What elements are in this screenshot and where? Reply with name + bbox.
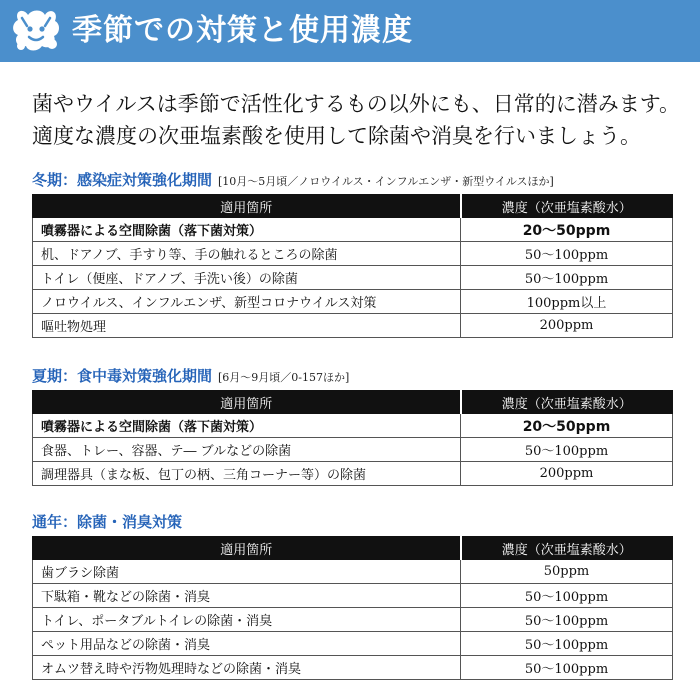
- page-title: 季節での対策と使用濃度: [72, 13, 413, 48]
- place-cell: オムツ替え時や汚物処理時などの除菌・消臭: [33, 656, 461, 680]
- intro-line: 適度な濃度の次亜塩素酸を使用して除菌や消臭を行いましょう。: [32, 124, 641, 148]
- section-title: 冬期：感染症対策強化期間: [32, 171, 213, 189]
- concentration-cell: 50～100ppm: [461, 438, 673, 462]
- table-row: [33, 656, 673, 680]
- table-header-row: [33, 537, 673, 560]
- concentration-table: [32, 536, 673, 680]
- table-row: [33, 462, 673, 486]
- section-title: 通年：除菌・消臭対策: [32, 513, 183, 531]
- concentration-cell: 50～100ppm: [461, 584, 673, 608]
- place-cell: 机、ドアノブ、手すり等、手の触れるところの除菌: [33, 242, 461, 266]
- table-row: [33, 608, 673, 632]
- column-header-concentration: 濃度（次亜塩素酸水）: [461, 537, 673, 560]
- table-row: [33, 218, 673, 242]
- intro-line: 菌やウイルスは季節で活性化するもの以外にも、日常的に潜みます。: [32, 92, 681, 116]
- intro-text: [32, 88, 692, 152]
- concentration-cell: 50～100ppm: [461, 266, 673, 290]
- table-row: [33, 438, 673, 462]
- concentration-table: [32, 390, 673, 486]
- section-title: 夏期：食中毒対策強化期間: [32, 367, 213, 385]
- concentration-cell: 50～100ppm: [461, 656, 673, 680]
- concentration-cell: 20～50ppm: [461, 218, 673, 242]
- place-cell: 歯ブラシ除菌: [33, 560, 461, 584]
- concentration-cell: 20～50ppm: [461, 414, 673, 438]
- concentration-cell: 100ppm以上: [461, 290, 673, 314]
- table-row: [33, 314, 673, 338]
- section-note: [10月～5月頃／ノロウイルス・インフルエンザ・新型ウイルスほか]: [218, 175, 554, 188]
- place-cell: 嘔吐物処理: [33, 314, 461, 338]
- concentration-cell: 50～100ppm: [461, 242, 673, 266]
- column-header-place: 適用箇所: [33, 195, 461, 218]
- column-header-place: 適用箇所: [33, 391, 461, 414]
- place-cell: 噴霧器による空間除菌（落下菌対策）: [33, 414, 461, 438]
- section-winter: [32, 170, 672, 338]
- place-cell: 調理器具（まな板、包丁の柄、三角コーナー等）の除菌: [33, 462, 461, 486]
- table-row: [33, 584, 673, 608]
- concentration-cell: 50～100ppm: [461, 632, 673, 656]
- section-note: [6月～9月頃／0-157ほか]: [218, 371, 350, 384]
- table-row: [33, 632, 673, 656]
- section-heading: [32, 170, 672, 190]
- place-cell: ノロウイルス、インフルエンザ、新型コロナウイルス対策: [33, 290, 461, 314]
- place-cell: 食器、トレー、容器、テ― ブルなどの除菌: [33, 438, 461, 462]
- concentration-cell: 50～100ppm: [461, 608, 673, 632]
- concentration-table: [32, 194, 673, 338]
- section-year-round: [32, 512, 672, 680]
- concentration-cell: 200ppm: [461, 462, 673, 486]
- table-row: [33, 266, 673, 290]
- table-row: [33, 290, 673, 314]
- table-row: [33, 560, 673, 584]
- concentration-cell: 50ppm: [461, 560, 673, 584]
- table-header-row: [33, 391, 673, 414]
- concentration-cell: 200ppm: [461, 314, 673, 338]
- table-row: [33, 242, 673, 266]
- section-heading: [32, 366, 672, 386]
- table-row: [33, 414, 673, 438]
- section-summer: [32, 366, 672, 486]
- mascot-icon: [8, 4, 64, 58]
- column-header-concentration: 濃度（次亜塩素酸水）: [461, 195, 673, 218]
- column-header-concentration: 濃度（次亜塩素酸水）: [461, 391, 673, 414]
- header-bar: [0, 0, 700, 62]
- section-heading: [32, 512, 672, 532]
- place-cell: ペット用品などの除菌・消臭: [33, 632, 461, 656]
- table-header-row: [33, 195, 673, 218]
- place-cell: 下駄箱・靴などの除菌・消臭: [33, 584, 461, 608]
- column-header-place: 適用箇所: [33, 537, 461, 560]
- place-cell: 噴霧器による空間除菌（落下菌対策）: [33, 218, 461, 242]
- place-cell: トイレ（便座、ドアノブ、手洗い後）の除菌: [33, 266, 461, 290]
- place-cell: トイレ、ポータブルトイレの除菌・消臭: [33, 608, 461, 632]
